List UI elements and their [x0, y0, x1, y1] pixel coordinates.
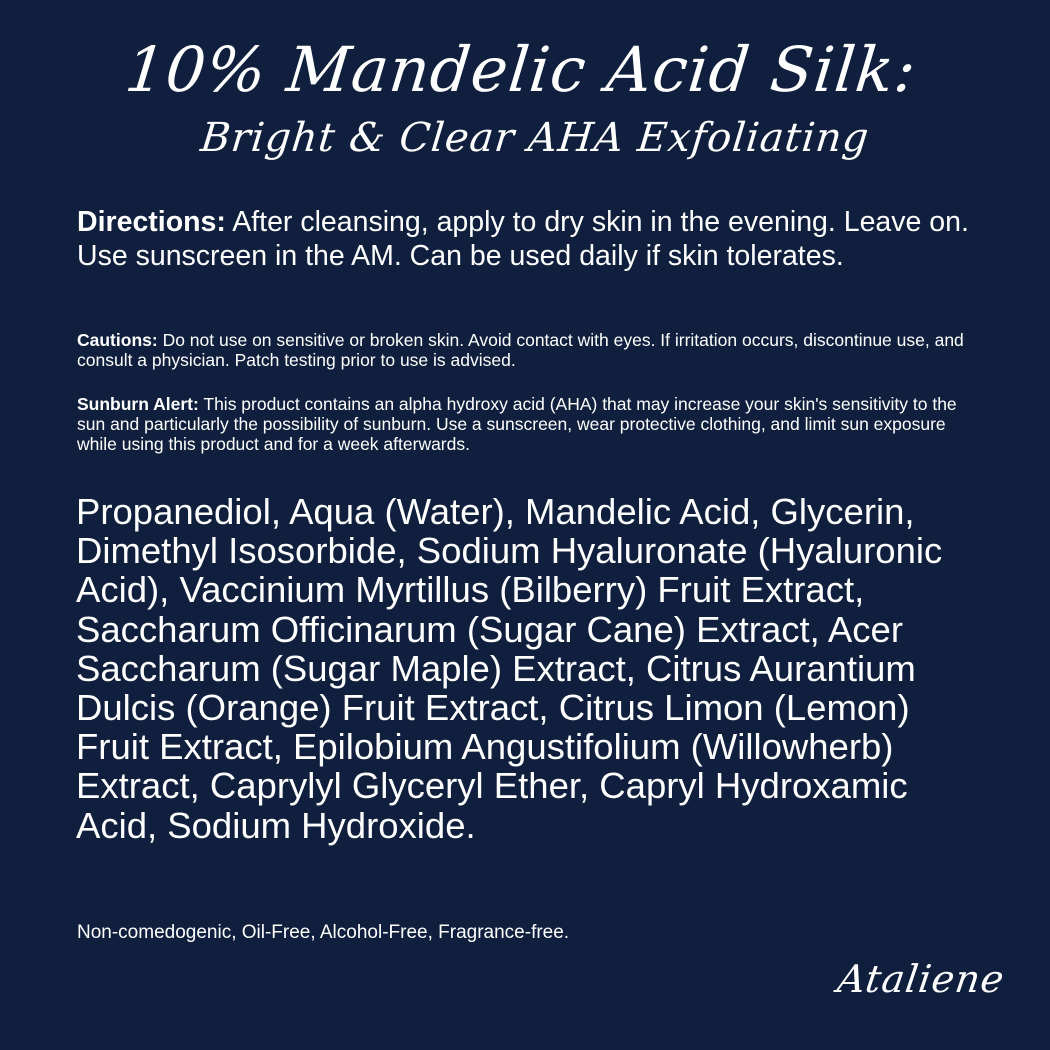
sunburn-alert-text: This product contains an alpha hydroxy acid (AHA) that may increase your skin's sensitivity to the sun and particularly the possibility of sunburn. Use a sunscreen, wear protective clothing, and limit sun exposure while using this product and for a week afterwards.	[77, 394, 957, 454]
sunburn-alert-section	[77, 394, 977, 454]
directions-text: After cleansing, apply to dry skin in the evening. Leave on. Use sunscreen in the AM. Can be used daily if skin tolerates.	[77, 206, 969, 272]
product-claims: Non-comedogenic, Oil-Free, Alcohol-Free, Fragrance-free.	[77, 922, 570, 943]
sunburn-alert-label: Sunburn Alert:	[77, 394, 199, 414]
product-title: 10% Mandelic Acid Silk:	[121, 33, 921, 106]
ingredients-list: Propanediol, Aqua (Water), Mandelic Acid, Glycerin, Dimethyl Isosorbide, Sodium Hyaluronate (Hyaluronic Acid), Vaccinium Myrtillus (Bilberry) Fruit Extract, Saccharum Officinarum (Sugar Cane) Extract, Acer Saccharum (Sugar Maple) Extract, Citrus Aurantium Dulcis (Orange) Fruit Extract, Citrus Limon (Lemon) Fruit Extract, Epilobium Angustifolium (Willowherb) Extract, Caprylyl Glyceryl Ether, Capryl Hydroxamic Acid, Sodium Hydroxide.	[76, 491, 943, 846]
directions-label: Directions:	[77, 206, 226, 238]
product-subtitle: Bright & Clear AHA Exfoliating	[198, 115, 872, 161]
title-block	[0, 30, 1050, 166]
cautions-label: Cautions:	[77, 330, 158, 350]
directions-section	[77, 205, 977, 273]
brand-logo: Ataliene	[834, 957, 1008, 1001]
cautions-text: Do not use on sensitive or broken skin. Avoid contact with eyes. If irritation occurs, discontinue use, and consult a physician. Patch testing prior to use is advised.	[77, 330, 964, 370]
cautions-section	[77, 330, 977, 370]
